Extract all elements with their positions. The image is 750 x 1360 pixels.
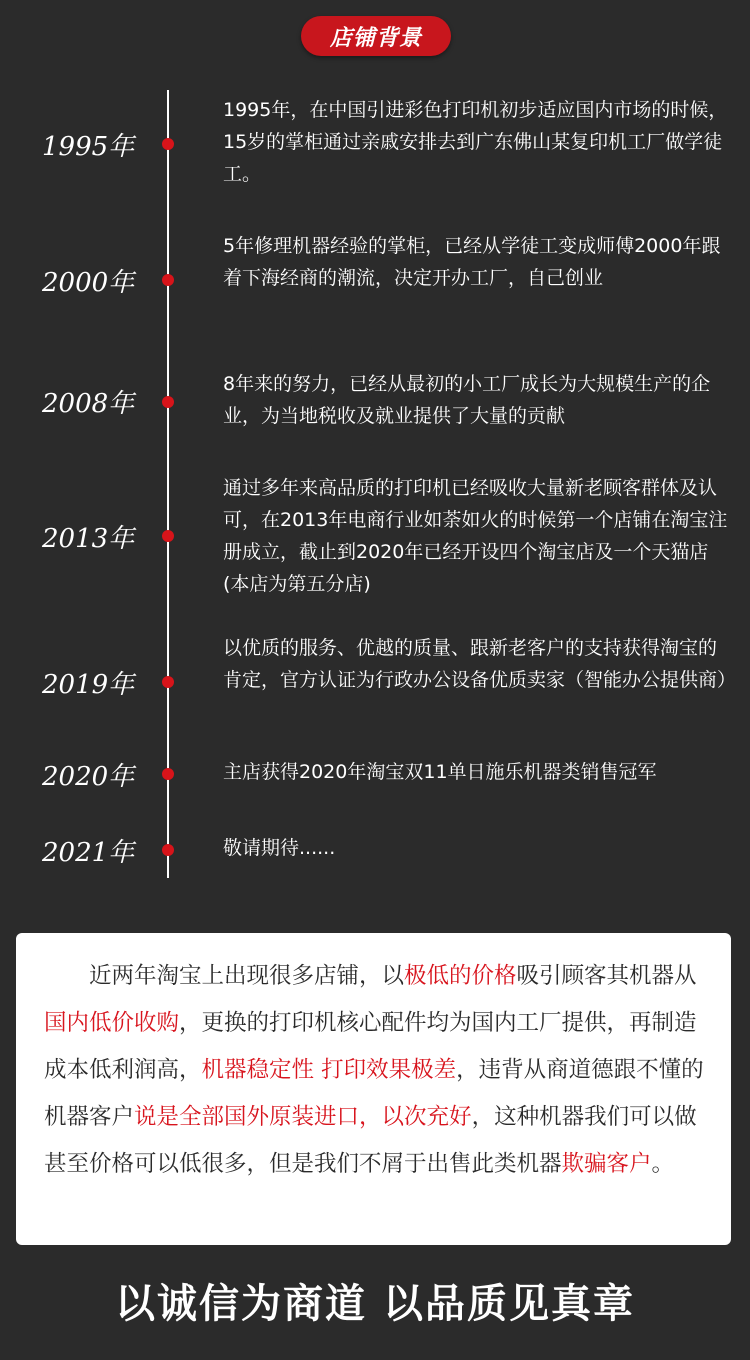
section-title: 店铺背景 bbox=[329, 25, 422, 51]
timeline-year: 2021年 bbox=[42, 838, 135, 868]
slogan: 以诚信为商道 以品质见真章 bbox=[115, 1281, 635, 1327]
timeline-description: 8年来的努力，已经从最初的小工厂成长为大规模生产的企业，为当地税收及就业提供了大量的贡献 bbox=[223, 373, 711, 427]
notice-text: 。 bbox=[651, 1151, 675, 1177]
notice-paragraph bbox=[44, 953, 713, 1188]
timeline-description: 5年修理机器经验的掌柜，已经从学徒工变成师傅2000年跟着下海经商的潮流，决定开办工厂，自己创业 bbox=[223, 235, 721, 289]
notice-text: 近两年淘宝上出现很多店铺，以 bbox=[89, 963, 405, 989]
timeline-dot-icon bbox=[162, 768, 174, 780]
notice-highlight: ， bbox=[359, 1104, 382, 1130]
notice-text: ，更换的打印机核心配件均为国内工厂提供，再制造成本低利润高， bbox=[44, 1010, 697, 1083]
notice-text: ，违背从商道德跟不懂的机器客户 bbox=[44, 1057, 704, 1130]
notice-text: 吸引顾客其机器从 bbox=[516, 963, 697, 989]
notice-highlight: 欺骗客户 bbox=[561, 1151, 652, 1177]
timeline-year: 2019年 bbox=[42, 670, 135, 700]
section-title-badge bbox=[301, 16, 451, 56]
notice-highlight: 以次充好 bbox=[381, 1104, 472, 1130]
timeline-year: 2008年 bbox=[42, 389, 135, 419]
timeline-dot-icon bbox=[162, 844, 174, 856]
notice-card bbox=[16, 933, 731, 1245]
notice-highlight: 国内低价收购 bbox=[44, 1010, 180, 1036]
timeline-description: 1995年，在中国引进彩色打印机初步适应国内市场的时候，15岁的掌柜通过亲戚安排去到广东佛山某复印机工厂做学徒工。 bbox=[223, 99, 728, 185]
notice-highlight: 说是全部国外原装进口 bbox=[134, 1104, 360, 1130]
notice-text: ，这种机器我们可以做 甚至价格可以低很多，但是我们不屑于出售此类机器 bbox=[44, 1104, 697, 1177]
timeline-year: 2020年 bbox=[42, 762, 135, 792]
timeline-dot-icon bbox=[162, 530, 174, 542]
timeline-description: 敬请期待...... bbox=[223, 837, 336, 859]
notice-highlight: 极低的价格 bbox=[404, 963, 517, 989]
timeline-year: 1995年 bbox=[42, 132, 135, 162]
timeline-year: 2013年 bbox=[42, 524, 135, 554]
timeline-dot-icon bbox=[162, 396, 174, 408]
timeline-description: 主店获得2020年淘宝双11单日施乐机器类销售冠军 bbox=[223, 761, 657, 783]
timeline-description: 以优质的服务、优越的质量、跟新老客户的支持获得淘宝的肯定，官方认证为行政办公设备优质卖家（智能办公提供商） bbox=[223, 637, 737, 691]
timeline-line bbox=[167, 90, 169, 878]
timeline-description: 通过多年来高品质的打印机已经吸收大量新老顾客群体及认可，在2013年电商行业如荼如火的时候第一个店铺在淘宝注册成立，截止到2020年已经开设四个淘宝店及一个天猫店(本店为第五分店) bbox=[223, 477, 728, 595]
timeline-dot-icon bbox=[162, 274, 174, 286]
timeline-dot-icon bbox=[162, 138, 174, 150]
notice-highlight: 机器稳定性 打印效果极差 bbox=[201, 1057, 457, 1083]
timeline-year: 2000年 bbox=[42, 268, 135, 298]
timeline-dot-icon bbox=[162, 676, 174, 688]
